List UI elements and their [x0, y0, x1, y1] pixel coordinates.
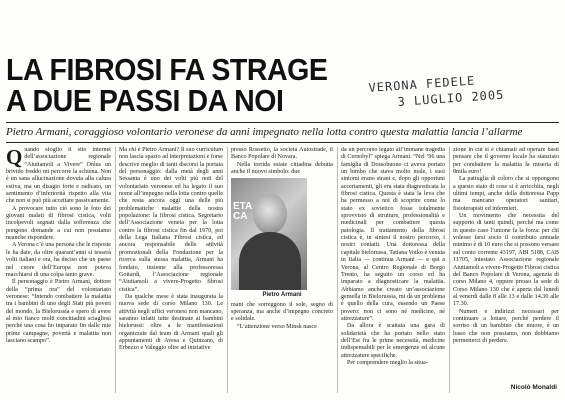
- paragraph: A provocare tutto ciò sono le foto dei giovani malati di fibrosi cistica, volti incolpevoli segnati dalla sofferenza che pongono domande a cui non possiamo neanche rispondere.: [6, 205, 111, 242]
- photo-sign-text: ETA CA: [233, 201, 253, 223]
- headline-line-2: A DUE PASSI DA NOI: [6, 83, 284, 118]
- paragraph-text: uando sfoglio il sito internet dell’associazione regionale “Aiutiamoli a Vivere” Onlus un brivido freddo mi percorre la schiena. Non è un sana allucinazione dovuta alla calura estiva, ma un disagio forte e radicato, un sentimento d’inferiorità rispetto alla vita che non si può più accettare passivamente.: [6, 147, 111, 205]
- column-divider: [115, 147, 116, 393]
- paragraph: da un percorso legato all’immane tragedia di Cernobyl” spiega Armani. “Nel ’96 una famiglia di Dossobuono ci aveva portato un bimbo che stava molto male, i suoi sintomi erano strani e, dopo gli opportuni accertamenti, gli era stata diagnosticata la fibrosi cistica. Questa è stata la leva che ha permesso a noi di scoprire come lo stato ex sovietico fosse totalmente sprovvisto di strutture, professionalità e medicinali per combattere questa patologia. Il trattamento della fibrosi cistica è, in sintesi il nostro percorso, i nostri contatti. Una dottoressa della capitale bielorussa, Tatiana Votko è venuta in Italia — continua Armani — e qui a Verona, al Centro Regionale di Borgo Trento, ha seguito un corso ed ha imparato a diagnosticare la malattia. Abbiamo anche creato un’associazione gemella in Bielorussia, mi dà un problema è quello della cura, essendo un Paese povero: non ci sono né medicine, né attrezzature”.: [341, 147, 445, 322]
- paragraph: presso Rossetto, la società Autostrade, il Banco Popolare di Novara.: [231, 147, 333, 161]
- portrait-body: [239, 232, 301, 290]
- top-rule: [6, 122, 559, 123]
- paragraph: Da qualche mese è stata inaugurata la nuova sede di corso Milano 130. Le attività negli uffici veronesi non mancano, saranno infatti tutte destinate ai bambini bielorussi: oltre a le manifestazioni organizzate dal team di Armani quali gli appuntamenti di Avesa e Quinzano, di Erbezzo e Valeggio oltre ad iniziative: [119, 293, 223, 352]
- paragraph: La pattuglia di coloro che si oppongono a questo stato di cose si è arricchita, negli ultimi tempi, anche della dottoressa Papp ma mancano operatori sanitari, fisioterapisti ed infermieri.: [453, 176, 559, 212]
- headline: [6, 54, 337, 116]
- bottom-rule: [6, 142, 559, 143]
- paragraph: Il personaggio è Pietro Armani, dottore della “prima ora” del volontariato veronese: “Intendo combattere la malattia tra i bambini di uno degli Stati più poveri del mondo, la Bielorussia e spero di avere al mio fianco molti concittadini sciagliosi perché una cosa ho imparato fin dalle mie prime campagne, povertà e malattia non lasciano scampo”.: [6, 279, 111, 344]
- column-1: [6, 147, 111, 393]
- paragraph: “L’attenzione verso Minsk nasce: [237, 323, 317, 330]
- paragraph: Da allora è scattata una gara di solidarietà che ha portato nello stato dell’Est fra le prime necessità, medicine indispensabili per le emergenze ed alcune attrezzature specifiche.: [341, 323, 445, 359]
- paragraph: Ma chi è Pietro Armani? Il suo curriculum non lascia spazio ad interpretazioni e forse descrive meglio di tanti discorsi la portata del personaggio: dalla metà degli anni Sessanta è uno dei volti più noti del volontariato veronese ed ha legato il suo nome all’impegno nella lotta contro quelle che resta ancora oggi una delle più problematiche malattie della nostra popolazione: la fibrosi cistica. Segretario dell’Associazione veneta per la lotta contro la fibrosi cistica fin dal 1970, poi della Lega Italiana Fibrosi cistica, ed ancora responsabile delle attività promozionali della Fondazione per la ricerca sulla stessa malattia, Armani ha fondato, insieme alla professoressa Gottardi, l’Associazione regionale “Aiutiamoli a vivere-Progetto fibrosi cistica”.: [119, 147, 223, 293]
- column-2: [119, 147, 223, 393]
- photo-caption: Pietro Armani: [262, 292, 302, 299]
- column-divider: [449, 147, 450, 393]
- headline-line-1: LA FIBROSI FA STRAGE: [6, 52, 328, 87]
- handwritten-line-2: 3 LUGLIO 2005: [397, 87, 505, 109]
- subtitle: Pietro Armani, coraggioso volontario veronese da anni impegnato nella lotta contro questa malattia lancia l’allarme: [6, 126, 523, 138]
- handwritten-line-1: VERONA FEDELE: [368, 73, 476, 95]
- column-divider: [337, 147, 338, 393]
- paragraph: Numeri e indirizzi necessari per continuare a lottare, perché perdere il sorriso di un bambino che muore, è un lusso che non possiamo, non dobbiamo permetterci di perdere.: [453, 308, 559, 344]
- column-5: [453, 147, 559, 393]
- paragraph: Nella torrida estate cittadina debutta anche il nuovo simbolo: due: [231, 161, 333, 176]
- portrait-photo: [231, 178, 307, 290]
- column-3: [231, 147, 333, 393]
- column-4: [341, 147, 445, 393]
- author-signature: Nicolò Monaldi: [507, 384, 557, 391]
- article-body: [6, 147, 559, 393]
- paragraph: [6, 147, 111, 206]
- paragraph: Per comprendere meglio la situa-: [347, 359, 428, 366]
- paragraph: Un movimento che necessita del supporto di tanti quindi, perché ma come in questo caso l’unione fa la forza: per chi volesse farsi socio il contributo annuale minimo è di 10 euro che si possono versare sul conto corrente 43197, ABI 5188, CAB 11705, intestato Associazione regionale Aiutiamoli a vivere-Progetto Fibrosi cistica del Banco Popolare di Verona, agenzia di corso Milano 4, oppure presso la sede di Corso Milano 130 che è aperta dal lunedì al venerdì dalle 8 alle 13 e dalle 14.30 alle 17.30.: [453, 213, 559, 308]
- paragraph: A Verona c’è una persona che le risposte le ha date, da oltre quarant’anni si tesserà volti italiani e ora, ha deciso che un paese nel cuore dell’Europa non poteva macchiarsi di una colpa tanto grave.: [6, 242, 111, 278]
- paragraph: mani che sorreggono il sole, segno di speranza, ma anche d’impegno concreto e solidale.: [231, 301, 333, 323]
- paragraph: zione in cui si è chiamati ad operare basti pensare che il governo locale ha stanziato per combattere la malattia la miseria di 8mila euro!: [453, 147, 559, 176]
- portrait-head: [253, 194, 287, 234]
- handwritten-note: [368, 67, 560, 112]
- column-divider: [227, 147, 228, 393]
- dropcap: Q: [6, 147, 23, 169]
